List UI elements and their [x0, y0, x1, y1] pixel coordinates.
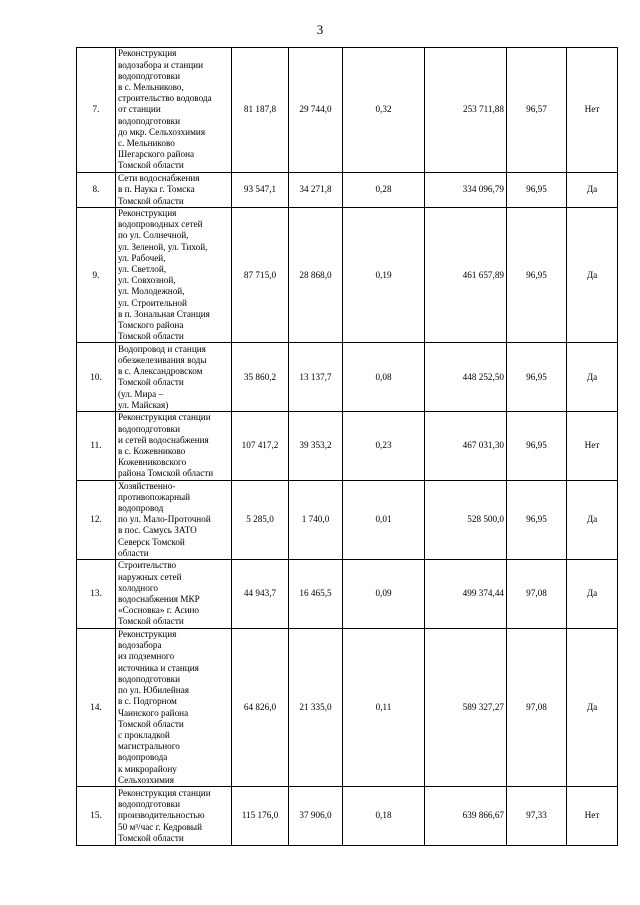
- object-name: Реконструкция станции водоподготовки и сетей водоснабжения в с. Кожевниково Кожевниковского района Томской области: [116, 412, 232, 480]
- table-row: [77, 629, 618, 787]
- row-number: 14.: [77, 629, 116, 787]
- cell-value-2: 28 868,0: [289, 208, 343, 343]
- cell-value-3: 0,01: [343, 480, 425, 559]
- cell-value-5: 96,95: [507, 343, 567, 412]
- object-name: Реконструкция водопроводных сетей по ул. Солнечной, ул. Зеленой, ул. Тихой, ул. Рабочей, ул. Светлой, ул. Совхозной, ул. Молодежной, ул. Строительной в п. Зональная Станция Томского района Томской области: [116, 208, 232, 343]
- table-row: [77, 208, 618, 343]
- cell-value-1: 107 417,2: [232, 412, 289, 480]
- cell-value-1: 87 715,0: [232, 208, 289, 343]
- cell-value-4: 639 866,67: [425, 786, 507, 845]
- object-name: Реконструкция станции водоподготовки производительностью 50 м³/час г. Кедровый Томской области: [116, 786, 232, 845]
- cell-value-4: 589 327,27: [425, 629, 507, 787]
- cell-flag: Да: [567, 343, 618, 412]
- cell-value-2: 16 465,5: [289, 560, 343, 629]
- cell-flag: Да: [567, 560, 618, 629]
- cell-value-4: 253 711,88: [425, 48, 507, 173]
- cell-value-2: 29 744,0: [289, 48, 343, 173]
- cell-value-2: 34 271,8: [289, 173, 343, 208]
- object-name: Строительство наружных сетей холодного водоснабжения МКР «Сосновка» г. Асино Томской области: [116, 560, 232, 629]
- cell-flag: Нет: [567, 786, 618, 845]
- cell-value-1: 44 943,7: [232, 560, 289, 629]
- cell-value-3: 0,08: [343, 343, 425, 412]
- cell-value-5: 96,95: [507, 208, 567, 343]
- object-name: Хозяйственно- противопожарный водопровод по ул. Мало-Проточной в пос. Самусь ЗАТО Северск Томской области: [116, 480, 232, 559]
- table-row: [77, 173, 618, 208]
- cell-value-5: 96,95: [507, 480, 567, 559]
- cell-value-5: 97,08: [507, 560, 567, 629]
- cell-flag: Нет: [567, 48, 618, 173]
- object-name: Реконструкция водозабора из подземного источника и станция водоподготовки по ул. Юбилейная в с. Подгорном Чаинского района Томской области с прокладкой магистрального водопровода к микрорайону Сельхозхимия: [116, 629, 232, 787]
- row-number: 12.: [77, 480, 116, 559]
- cell-value-5: 96,95: [507, 412, 567, 480]
- cell-value-4: 499 374,44: [425, 560, 507, 629]
- cell-flag: Да: [567, 480, 618, 559]
- cell-value-4: 461 657,89: [425, 208, 507, 343]
- cell-value-5: 97,08: [507, 629, 567, 787]
- cell-value-3: 0,19: [343, 208, 425, 343]
- cell-flag: Да: [567, 208, 618, 343]
- cell-value-1: 115 176,0: [232, 786, 289, 845]
- table-row: [77, 412, 618, 480]
- page-number: 3: [316, 22, 324, 37]
- cell-flag: Да: [567, 173, 618, 208]
- row-number: 7.: [77, 48, 116, 173]
- table-row: [77, 786, 618, 845]
- row-number: 10.: [77, 343, 116, 412]
- projects-table: [76, 47, 618, 846]
- cell-value-5: 96,95: [507, 173, 567, 208]
- cell-value-3: 0,32: [343, 48, 425, 173]
- table-row: [77, 343, 618, 412]
- cell-value-2: 37 906,0: [289, 786, 343, 845]
- cell-value-3: 0,11: [343, 629, 425, 787]
- cell-value-1: 93 547,1: [232, 173, 289, 208]
- cell-value-4: 528 500,0: [425, 480, 507, 559]
- object-name: Реконструкция водозабора и станции водоподготовки в с. Мельниково, строительство водовода от станции водоподготовки до мкр. Сельхозхимия с. Мельниково Шегарского района Томской области: [116, 48, 232, 173]
- table-row: [77, 480, 618, 559]
- row-number: 9.: [77, 208, 116, 343]
- cell-value-2: 39 353,2: [289, 412, 343, 480]
- cell-value-4: 448 252,50: [425, 343, 507, 412]
- cell-value-4: 467 031,30: [425, 412, 507, 480]
- cell-value-5: 97,33: [507, 786, 567, 845]
- table-row: [77, 560, 618, 629]
- table-row: [77, 48, 618, 173]
- cell-value-2: 1 740,0: [289, 480, 343, 559]
- object-name: Сети водоснабжения в п. Наука г. Томска Томской области: [116, 173, 232, 208]
- cell-value-3: 0,18: [343, 786, 425, 845]
- cell-value-1: 5 285,0: [232, 480, 289, 559]
- cell-value-1: 35 860,2: [232, 343, 289, 412]
- row-number: 11.: [77, 412, 116, 480]
- cell-value-2: 21 335,0: [289, 629, 343, 787]
- cell-value-3: 0,09: [343, 560, 425, 629]
- cell-value-4: 334 096,79: [425, 173, 507, 208]
- row-number: 8.: [77, 173, 116, 208]
- cell-value-5: 96,57: [507, 48, 567, 173]
- cell-value-1: 81 187,8: [232, 48, 289, 173]
- cell-value-3: 0,28: [343, 173, 425, 208]
- cell-flag: Нет: [567, 412, 618, 480]
- row-number: 15.: [77, 786, 116, 845]
- cell-value-3: 0,23: [343, 412, 425, 480]
- object-name: Водопровод и станция обезжелезивания воды в с. Александровском Томской области (ул. Мира – ул. Майская): [116, 343, 232, 412]
- cell-value-1: 64 826,0: [232, 629, 289, 787]
- row-number: 13.: [77, 560, 116, 629]
- cell-value-2: 13 137,7: [289, 343, 343, 412]
- cell-flag: Да: [567, 629, 618, 787]
